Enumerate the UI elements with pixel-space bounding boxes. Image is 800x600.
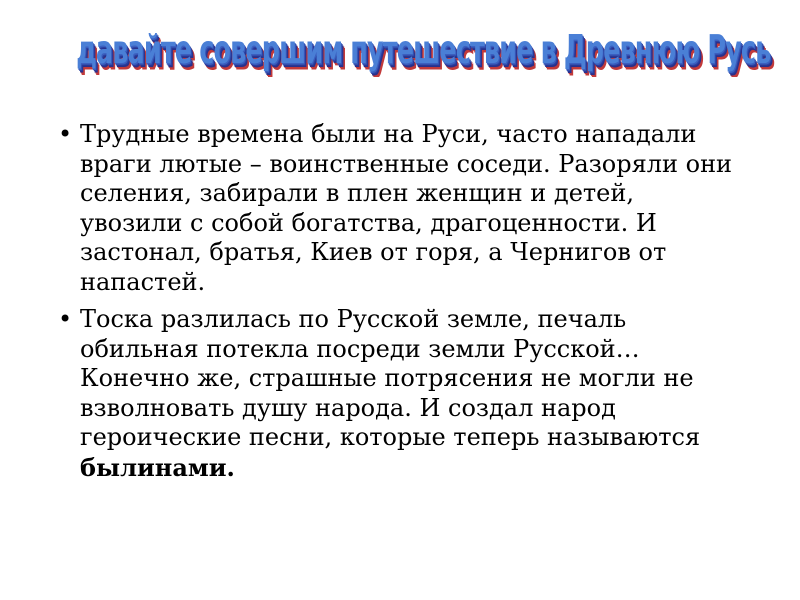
bullet-icon: • (58, 120, 73, 148)
bullet-item (58, 120, 738, 297)
bullet-text: Тоска разлилась по Русской земле, печаль обильная потекла посреди земли Русской… Конечно же, страшные потрясения не могли не взволновать душу народа. И создал народ героические песни, которые теперь называются (80, 305, 701, 451)
slide-title: давайте совершим путешествие в Древнюю Русь (76, 28, 771, 73)
bullet-bold-text: былинами. (80, 452, 235, 482)
bullet-list (58, 120, 738, 491)
bullet-item (58, 305, 738, 483)
bullet-icon: • (58, 305, 73, 333)
bullet-text: Трудные времена были на Руси, часто нападали враги лютые – воинственные соседи. Разоряли они селения, забирали в плен женщин и детей, увозили с собой богатства, драгоценности. И застонал, братья, Киев от горя, а Чернигов от напастей. (80, 120, 733, 296)
title-container (0, 28, 800, 73)
